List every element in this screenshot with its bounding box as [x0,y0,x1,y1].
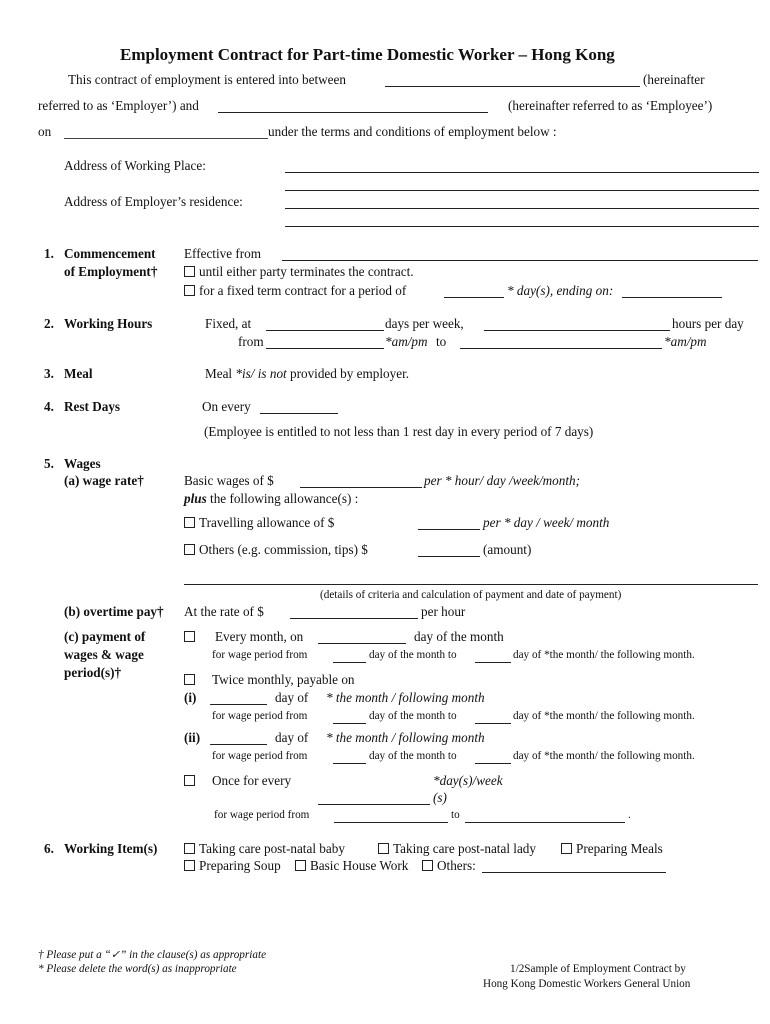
s5-others-option[interactable] [184,542,368,558]
s4-number: 4. [44,399,54,414]
s1-option-fixed[interactable] [184,283,406,299]
s3-heading: Meal [64,366,93,381]
item-others[interactable] [422,858,476,874]
checkbox-icon[interactable] [184,860,195,871]
wage-period-from-2: for wage period from [212,710,308,722]
checkbox-icon[interactable] [295,860,306,871]
s2-from: from [238,334,264,349]
item-lady-label: Taking care post-natal lady [393,841,536,856]
twice-day-field-2[interactable] [210,744,267,745]
work-address-field-2[interactable] [285,190,759,191]
every-month-label: Every month, on [215,629,304,644]
item-baby[interactable] [184,841,345,857]
s5-amount: (amount) [483,542,532,557]
intro-hereinafter: (hereinafter [643,72,705,87]
s3-meal-prefix: Meal [205,366,236,381]
employer-address-field-2[interactable] [285,226,759,227]
footnote-tick: † Please put a “✓” in the clause(s) as appropriate [38,949,267,961]
s6-number: 6. [44,841,54,856]
days-week-label: *day(s)/week [433,773,503,788]
item-baby-label: Taking care post-natal baby [199,841,345,856]
twice-day-field-1[interactable] [210,704,267,705]
s-label: (s) [433,790,447,805]
i-label: (i) [184,690,197,705]
footer-org: Hong Kong Domestic Workers General Union [483,978,691,990]
day-of-month-label: day of the month [414,629,504,644]
period-dot: . [628,809,631,821]
twice-monthly-label: Twice monthly, payable on [212,672,355,687]
basic-wage-field[interactable] [300,487,422,488]
others-amount-field[interactable] [418,556,480,557]
s5-travel-per: per * day / week/ month [483,515,610,530]
s2-days-per-week: days per week, [385,316,464,331]
employer-address-field-1[interactable] [285,208,759,209]
intro-line1: This contract of employment is entered into between [68,72,346,87]
days-per-week-field[interactable] [266,330,384,331]
intro-line2: referred to as ‘Employer’) and [38,98,199,113]
s2-heading: Working Hours [64,316,153,331]
twice-monthly-option[interactable] [184,672,199,688]
checkbox-icon[interactable] [184,843,195,854]
wage-period-from-field-2[interactable] [333,723,366,724]
page-title: Employment Contract for Part-time Domestic Worker – Hong Kong [120,45,615,64]
item-others-label: Others: [437,858,476,873]
month-follow-ii: * the month / following month [326,730,485,745]
checkbox-icon[interactable] [184,285,195,296]
wage-period-from-field-1[interactable] [333,662,366,663]
s3-number: 3. [44,366,54,381]
wage-period-from-1: for wage period from [212,649,308,661]
wage-period-to-field-4[interactable] [465,822,625,823]
s5-heading: Wages [64,456,101,471]
employee-name-field[interactable] [218,112,488,113]
employer-name-field[interactable] [385,86,640,87]
s5-others-label: Others (e.g. commission, tips) $ [199,542,368,557]
work-address-label: Address of Working Place: [64,158,206,173]
employer-address-label: Address of Employer’s residence: [64,194,243,209]
s1-days-ending: * day(s), ending on: [507,283,614,298]
s5-number: 5. [44,456,54,471]
intro-employee-ref: (hereinafter referred to as ‘Employee’) [508,98,713,113]
s5-travel-option[interactable] [184,515,334,531]
s5-plus-line [184,491,358,507]
wage-period-to-field-2[interactable] [475,723,511,724]
wage-period-to-field-3[interactable] [475,763,511,764]
s2-ampm-1: *am/pm [385,334,428,349]
wage-period-from-3: for wage period from [212,750,308,762]
contract-date-field[interactable] [64,138,268,139]
intro-terms: under the terms and conditions of employment below : [268,124,557,139]
s2-ampm-2: *am/pm [664,334,707,349]
every-month-option[interactable] [184,629,199,645]
checkbox-icon[interactable] [184,674,195,685]
day-of-month-to-2: day of the month to [369,710,457,722]
checkbox-icon[interactable] [422,860,433,871]
once-label: Once for every [212,773,292,788]
s5-travel-label: Travelling allowance of $ [199,515,335,530]
s2-hours-per-day: hours per day [672,316,744,331]
s2-to: to [436,334,447,349]
payment-details-field[interactable] [184,584,758,585]
item-soup[interactable] [184,858,281,874]
s5-sub-c-3: period(s)† [64,665,122,680]
wage-period-to-field-1[interactable] [475,662,511,663]
intro-on: on [38,124,52,139]
start-time-field[interactable] [266,348,384,349]
effective-date-field[interactable] [282,260,758,261]
overtime-rate-field[interactable] [290,618,418,619]
s5-sub-c-1: (c) payment of [64,629,146,644]
day-of-month-to-3: day of the month to [369,750,457,762]
travel-allowance-field[interactable] [418,529,480,530]
day-of-following-2: day of *the month/ the following month. [513,710,695,722]
s1-option-fixed-label: for a fixed term contract for a period of [199,283,407,298]
day-of-i: day of [275,690,309,705]
s5-plus: plus [184,491,207,506]
s5-sub-b: (b) overtime pay† [64,604,164,619]
footnote-delete: * Please delete the word(s) as inappropriate [38,963,237,975]
checkbox-icon[interactable] [184,631,195,642]
footer-page: 1/2Sample of Employment Contract by [510,963,686,975]
s1-number: 1. [44,246,54,261]
s5-basic-wages: Basic wages of $ [184,473,274,488]
fixed-term-days-field[interactable] [444,297,504,298]
s1-heading-2: of Employment† [64,264,158,279]
item-meals[interactable] [561,841,663,857]
wage-period-from-field-4[interactable] [334,822,448,823]
s5-per-hour: per hour [421,604,466,619]
s5-sub-c-2: wages & wage [64,647,144,662]
to-label: to [451,809,460,821]
day-of-following-3: day of *the month/ the following month. [513,750,695,762]
day-of-following-1: day of *the month/ the following month. [513,649,695,661]
item-lady[interactable] [378,841,536,857]
s3-meal-suffix: provided by employer. [286,366,410,381]
work-address-field-1[interactable] [285,172,759,173]
once-period-field[interactable] [318,804,430,805]
hours-per-day-field[interactable] [484,330,670,331]
s5-rate: At the rate of $ [184,604,264,619]
checkbox-icon[interactable] [184,544,195,555]
s4-on-every: On every [202,399,251,414]
s3-meal-option: *is/ is not [235,366,287,381]
wage-period-from-4: for wage period from [214,809,310,821]
item-meals-label: Preparing Meals [576,841,663,856]
day-of-month-to-1: day of the month to [369,649,457,661]
month-follow-i: * the month / following month [326,690,485,705]
end-time-field[interactable] [460,348,662,349]
checkbox-icon[interactable] [184,775,195,786]
day-of-ii: day of [275,730,309,745]
ii-label: (ii) [184,730,201,745]
checkbox-icon[interactable] [184,517,195,528]
s3-meal-text [205,366,409,382]
checkbox-icon[interactable] [378,843,389,854]
item-housework-label: Basic House Work [310,858,409,873]
s1-option-until[interactable] [184,264,414,280]
s1-heading-1: Commencement [64,246,156,261]
s2-fixed-at: Fixed, at [205,316,252,331]
s5-allowances: the following allowance(s) : [206,491,359,506]
s6-heading: Working Item(s) [64,841,158,856]
s1-option-until-label: until either party terminates the contract. [199,264,414,279]
wage-period-from-field-3[interactable] [333,763,366,764]
once-option[interactable] [184,773,199,789]
item-soup-label: Preparing Soup [199,858,281,873]
every-month-day-field[interactable] [318,643,406,644]
others-item-field[interactable] [482,872,666,873]
fixed-term-end-field[interactable] [622,297,722,298]
s5-details-note: (details of criteria and calculation of payment and date of payment) [320,589,622,601]
s5-per-unit: per * hour/ day /week/month; [424,473,581,488]
s4-note: (Employee is entitled to not less than 1 rest day in every period of 7 days) [204,424,594,439]
s4-heading: Rest Days [64,399,121,414]
s2-number: 2. [44,316,54,331]
s5-sub-a: (a) wage rate† [64,473,144,488]
s1-effective-label: Effective from [184,246,262,261]
rest-day-field[interactable] [260,413,338,414]
checkbox-icon[interactable] [184,266,195,277]
checkbox-icon[interactable] [561,843,572,854]
item-housework[interactable] [295,858,408,874]
